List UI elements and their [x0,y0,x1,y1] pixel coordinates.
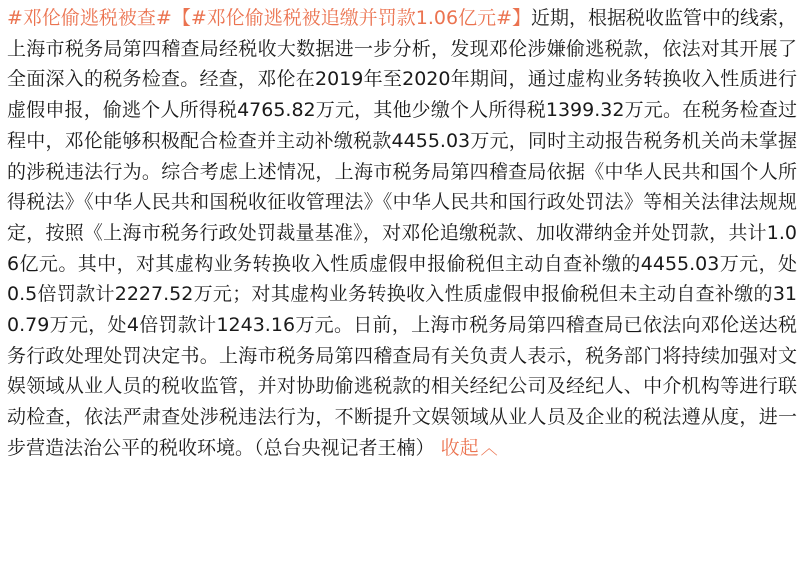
post-body-text: 近期，根据税收监管中的线索，上海市税务局第四稽查局经税收大数据进一步分析，发现邓伦涉嫌偷逃税款，依法对其开展了全面深入的税务检查。经查，邓伦在2019年至2020年期间，通过虚构业务转换收入性质进行虚假申报，偷逃个人所得税4765.82万元，其他少缴个人所得税1399.32万元。在税务检查过程中，邓伦能够积极配合检查并主动补缴税款4455.03万元，同时主动报告税务机关尚未掌握的涉税违法行为。综合考虑上述情况，上海市税务局第四稽查局依据《中华人民共和国个人所得税法》《中华人民共和国税收征收管理法》《中华人民共和国行政处罚法》等相关法律法规规定，按照《上海市税务行政处罚裁量基准》，对邓伦追缴税款、加收滞纳金并处罚款，共计1.06亿元。其中，对其虚构业务转换收入性质虚假申报偷税但主动自查补缴的4455.03万元，处0.5倍罚款计2227.52万元；对其虚构业务转换收入性质虚假申报偷税但未主动自查补缴的310.79万元，处4倍罚款计1243.16万元。日前，上海市税务局第四稽查局已依法向邓伦送达税务行政处理处罚决定书。上海市税务局第四稽查局有关负责人表示，税务部门将持续加强对文娱领域从业人员的税收监管，并对协助偷逃税款的相关经纪公司及经纪人、中介机构等进行联动检查，依法严肃查处涉税违法行为，不断提升文娱领域从业人员及企业的税法遵从度，进一步营造法治公平的税收环境。（总台央视记者王楠） [7,7,798,459]
hashtag-link-deng-lun-fined[interactable]: 【#邓伦偷逃税被追缴并罚款1.06亿元#】 [171,7,531,29]
collapse-button[interactable] [441,437,498,459]
chevron-up-icon: ︿ [480,438,498,459]
collapse-label: 收起 [440,436,479,459]
hashtag-link-deng-lun-investigated[interactable]: #邓伦偷逃税被查# [7,7,172,29]
